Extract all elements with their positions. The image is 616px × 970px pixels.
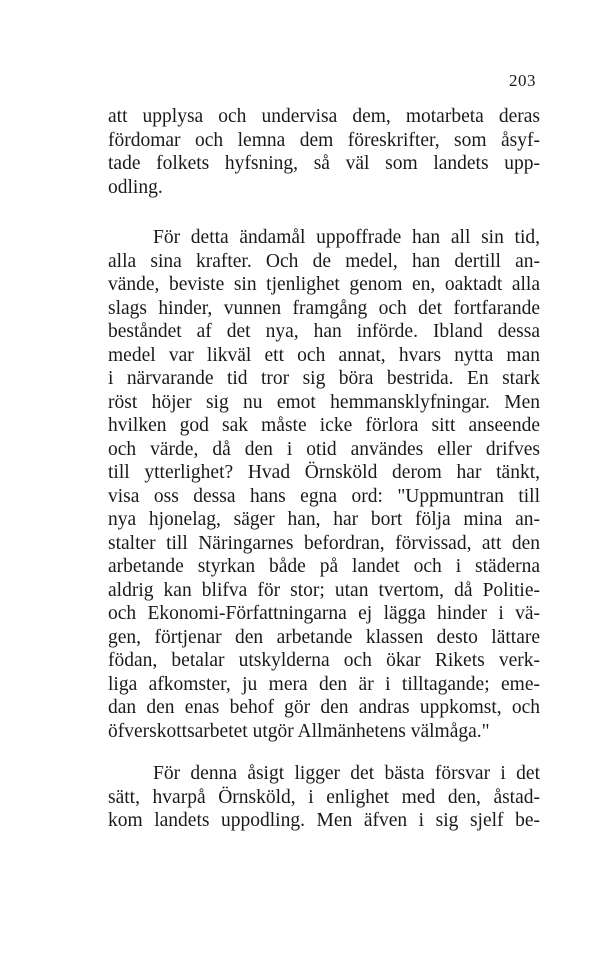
text-line: gen, förtjenar den arbetande klassen desto lättare [108,626,540,648]
text-line: medel var likväl ett och annat, hvars nytta man [108,344,540,366]
text-line: öfverskottsarbetet utgör Allmänhetens välmåga." [108,720,490,742]
text-line: i närvarande tid tror sig böra bestrida. En stark [108,368,540,389]
text-line: dan den enas behof gör den andras uppkomst, och [108,697,540,718]
page-number: 203 [509,71,536,90]
text-line: aldrig kan blifva för stor; utan tvertom, då Politie- [108,579,540,601]
text-line: vände, beviste sin tjenlighet genom en, oaktadt alla [108,274,540,295]
text-line: alla sina krafter. Och de medel, han dertill an- [108,250,540,272]
text-line: och värde, då den i otid användes eller drifves [108,438,540,460]
text-line: För denna åsigt ligger det bästa försvar i det [153,763,540,784]
paragraph-1 [108,105,540,199]
text-line: röst höjer sig nu emot hemmansklyfningar. Men [108,391,540,413]
text-line: arbetande styrkan både på landet och i städerna [108,556,540,577]
text-line: och Ekonomi-Författningarna ej lägga hinder i vä- [108,603,540,624]
text-line: beståndet af det nya, han införde. Ibland dessa [108,321,540,342]
text-line: odling. [108,176,163,198]
text-line: kom landets uppodling. Men äfven i sig sjelf be- [108,810,540,831]
text-line: till ytterlighet? Hvad Örnsköld derom har tänkt, [108,462,540,483]
text-line: att upplysa och undervisa dem, motarbeta deras [108,106,540,127]
text-line: sätt, hvarpå Örnsköld, i enlighet med den, åstad- [108,786,540,808]
text-line: hvilken god sak måste icke förlora sitt anseende [108,415,540,436]
paragraph-3 [108,762,540,833]
text-line: För detta ändamål uppoffrade han all sin tid, [153,227,540,248]
text-line: fördomar och lemna dem föreskrifter, som åsyf- [108,129,540,151]
text-line: nya hjonelag, säger han, har bort följa mina an- [108,509,540,530]
text-line: visa oss dessa hans egna ord: "Uppmuntran till [108,485,540,507]
text-line: liga afkomster, ju mera den är i tilltagande; eme- [108,673,540,695]
text-line: födan, betalar utskylderna och ökar Rikets verk- [108,650,540,671]
paragraph-2 [108,226,540,743]
text-line: stalter till Näringarnes befordran, förvissad, att den [108,532,540,554]
text-line: slags hinder, vunnen framgång och det fortfarande [108,297,540,319]
text-line: tade folkets hyfsning, så väl som landets upp- [108,153,540,174]
